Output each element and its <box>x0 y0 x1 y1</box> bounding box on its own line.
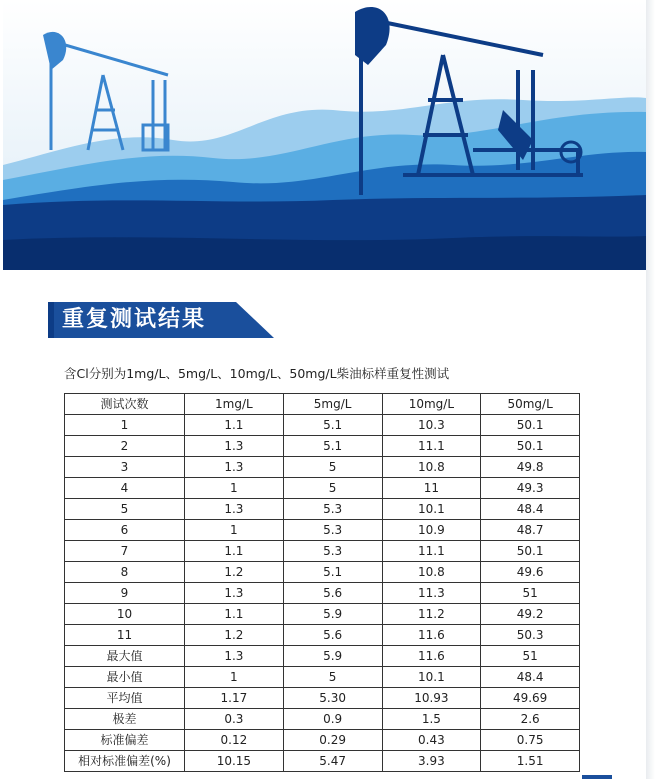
value-cell: 5 <box>283 667 382 688</box>
row-label-cell: 8 <box>65 562 185 583</box>
value-cell: 5 <box>283 478 382 499</box>
value-cell: 1.3 <box>185 436 284 457</box>
value-cell: 11.6 <box>382 646 481 667</box>
value-cell: 49.3 <box>481 478 580 499</box>
value-cell: 50.1 <box>481 415 580 436</box>
table-row <box>65 415 580 436</box>
value-cell: 11.2 <box>382 604 481 625</box>
table-row <box>65 688 580 709</box>
table-row <box>65 730 580 751</box>
value-cell: 49.6 <box>481 562 580 583</box>
table-row <box>65 604 580 625</box>
value-cell: 0.3 <box>185 709 284 730</box>
value-cell: 50.3 <box>481 625 580 646</box>
page-tab-marker <box>582 775 612 779</box>
value-cell: 11.1 <box>382 541 481 562</box>
value-cell: 10.1 <box>382 499 481 520</box>
value-cell: 5.3 <box>283 541 382 562</box>
value-cell: 5.9 <box>283 646 382 667</box>
value-cell: 1.17 <box>185 688 284 709</box>
value-cell: 10.9 <box>382 520 481 541</box>
row-label-cell: 相对标准偏差(%) <box>65 751 185 772</box>
value-cell: 1.2 <box>185 562 284 583</box>
value-cell: 11.3 <box>382 583 481 604</box>
row-label-cell: 最大值 <box>65 646 185 667</box>
value-cell: 11 <box>382 478 481 499</box>
value-cell: 1.5 <box>382 709 481 730</box>
value-cell: 0.12 <box>185 730 284 751</box>
value-cell: 1.1 <box>185 541 284 562</box>
value-cell: 0.43 <box>382 730 481 751</box>
value-cell: 1.1 <box>185 415 284 436</box>
value-cell: 50.1 <box>481 436 580 457</box>
value-cell: 3.93 <box>382 751 481 772</box>
value-cell: 11.6 <box>382 625 481 646</box>
value-cell: 48.4 <box>481 499 580 520</box>
value-cell: 10.93 <box>382 688 481 709</box>
value-cell: 51 <box>481 583 580 604</box>
value-cell: 1.2 <box>185 625 284 646</box>
table-row <box>65 457 580 478</box>
value-cell: 10.8 <box>382 562 481 583</box>
value-cell: 49.8 <box>481 457 580 478</box>
value-cell: 10.15 <box>185 751 284 772</box>
repeatability-table <box>64 393 580 772</box>
row-label-cell: 6 <box>65 520 185 541</box>
value-cell: 1 <box>185 478 284 499</box>
value-cell: 5.9 <box>283 604 382 625</box>
row-label-cell: 标准偏差 <box>65 730 185 751</box>
table-row <box>65 646 580 667</box>
row-label-cell: 5 <box>65 499 185 520</box>
oil-pumpjack-landscape-icon <box>3 0 646 270</box>
table-caption: 含Cl分别为1mg/L、5mg/L、10mg/L、50mg/L柴油标样重复性测试 <box>64 366 450 381</box>
value-cell: 2.6 <box>481 709 580 730</box>
value-cell: 10.1 <box>382 667 481 688</box>
value-cell: 1.3 <box>185 499 284 520</box>
row-label-cell: 2 <box>65 436 185 457</box>
row-label-cell: 平均值 <box>65 688 185 709</box>
row-label-cell: 7 <box>65 541 185 562</box>
table-row <box>65 562 580 583</box>
value-cell: 5.6 <box>283 583 382 604</box>
page-edge-shadow <box>646 0 655 779</box>
value-cell: 1.51 <box>481 751 580 772</box>
value-cell: 5.1 <box>283 415 382 436</box>
value-cell: 1.3 <box>185 583 284 604</box>
value-cell: 5.47 <box>283 751 382 772</box>
value-cell: 5.1 <box>283 436 382 457</box>
value-cell: 5.1 <box>283 562 382 583</box>
value-cell: 1 <box>185 667 284 688</box>
row-label-cell: 1 <box>65 415 185 436</box>
table-header-cell: 50mg/L <box>481 394 580 415</box>
table-header-cell: 1mg/L <box>185 394 284 415</box>
value-cell: 1.3 <box>185 457 284 478</box>
value-cell: 0.29 <box>283 730 382 751</box>
section-heading <box>48 302 274 338</box>
table-row <box>65 436 580 457</box>
oil-field-banner <box>3 0 646 270</box>
table-header-cell: 5mg/L <box>283 394 382 415</box>
table-row <box>65 583 580 604</box>
table-row <box>65 709 580 730</box>
row-label-cell: 最小值 <box>65 667 185 688</box>
value-cell: 49.2 <box>481 604 580 625</box>
value-cell: 5.30 <box>283 688 382 709</box>
value-cell: 48.4 <box>481 667 580 688</box>
value-cell: 48.7 <box>481 520 580 541</box>
value-cell: 5.6 <box>283 625 382 646</box>
value-cell: 49.69 <box>481 688 580 709</box>
table-row <box>65 667 580 688</box>
value-cell: 1.3 <box>185 646 284 667</box>
table-row <box>65 541 580 562</box>
value-cell: 5.3 <box>283 499 382 520</box>
table-row <box>65 751 580 772</box>
section-heading-title: 重复测试结果 <box>62 307 207 332</box>
table-row <box>65 499 580 520</box>
row-label-cell: 极差 <box>65 709 185 730</box>
value-cell: 51 <box>481 646 580 667</box>
table-body <box>65 415 580 772</box>
value-cell: 50.1 <box>481 541 580 562</box>
row-label-cell: 4 <box>65 478 185 499</box>
table-row <box>65 478 580 499</box>
value-cell: 1.1 <box>185 604 284 625</box>
value-cell: 1 <box>185 520 284 541</box>
table-header-cell: 10mg/L <box>382 394 481 415</box>
row-label-cell: 10 <box>65 604 185 625</box>
value-cell: 10.8 <box>382 457 481 478</box>
row-label-cell: 11 <box>65 625 185 646</box>
value-cell: 5 <box>283 457 382 478</box>
table-header-cell: 测试次数 <box>65 394 185 415</box>
table-row <box>65 520 580 541</box>
row-label-cell: 3 <box>65 457 185 478</box>
value-cell: 11.1 <box>382 436 481 457</box>
table-header-row <box>65 394 580 415</box>
value-cell: 0.75 <box>481 730 580 751</box>
value-cell: 5.3 <box>283 520 382 541</box>
value-cell: 10.3 <box>382 415 481 436</box>
row-label-cell: 9 <box>65 583 185 604</box>
table-row <box>65 625 580 646</box>
value-cell: 0.9 <box>283 709 382 730</box>
